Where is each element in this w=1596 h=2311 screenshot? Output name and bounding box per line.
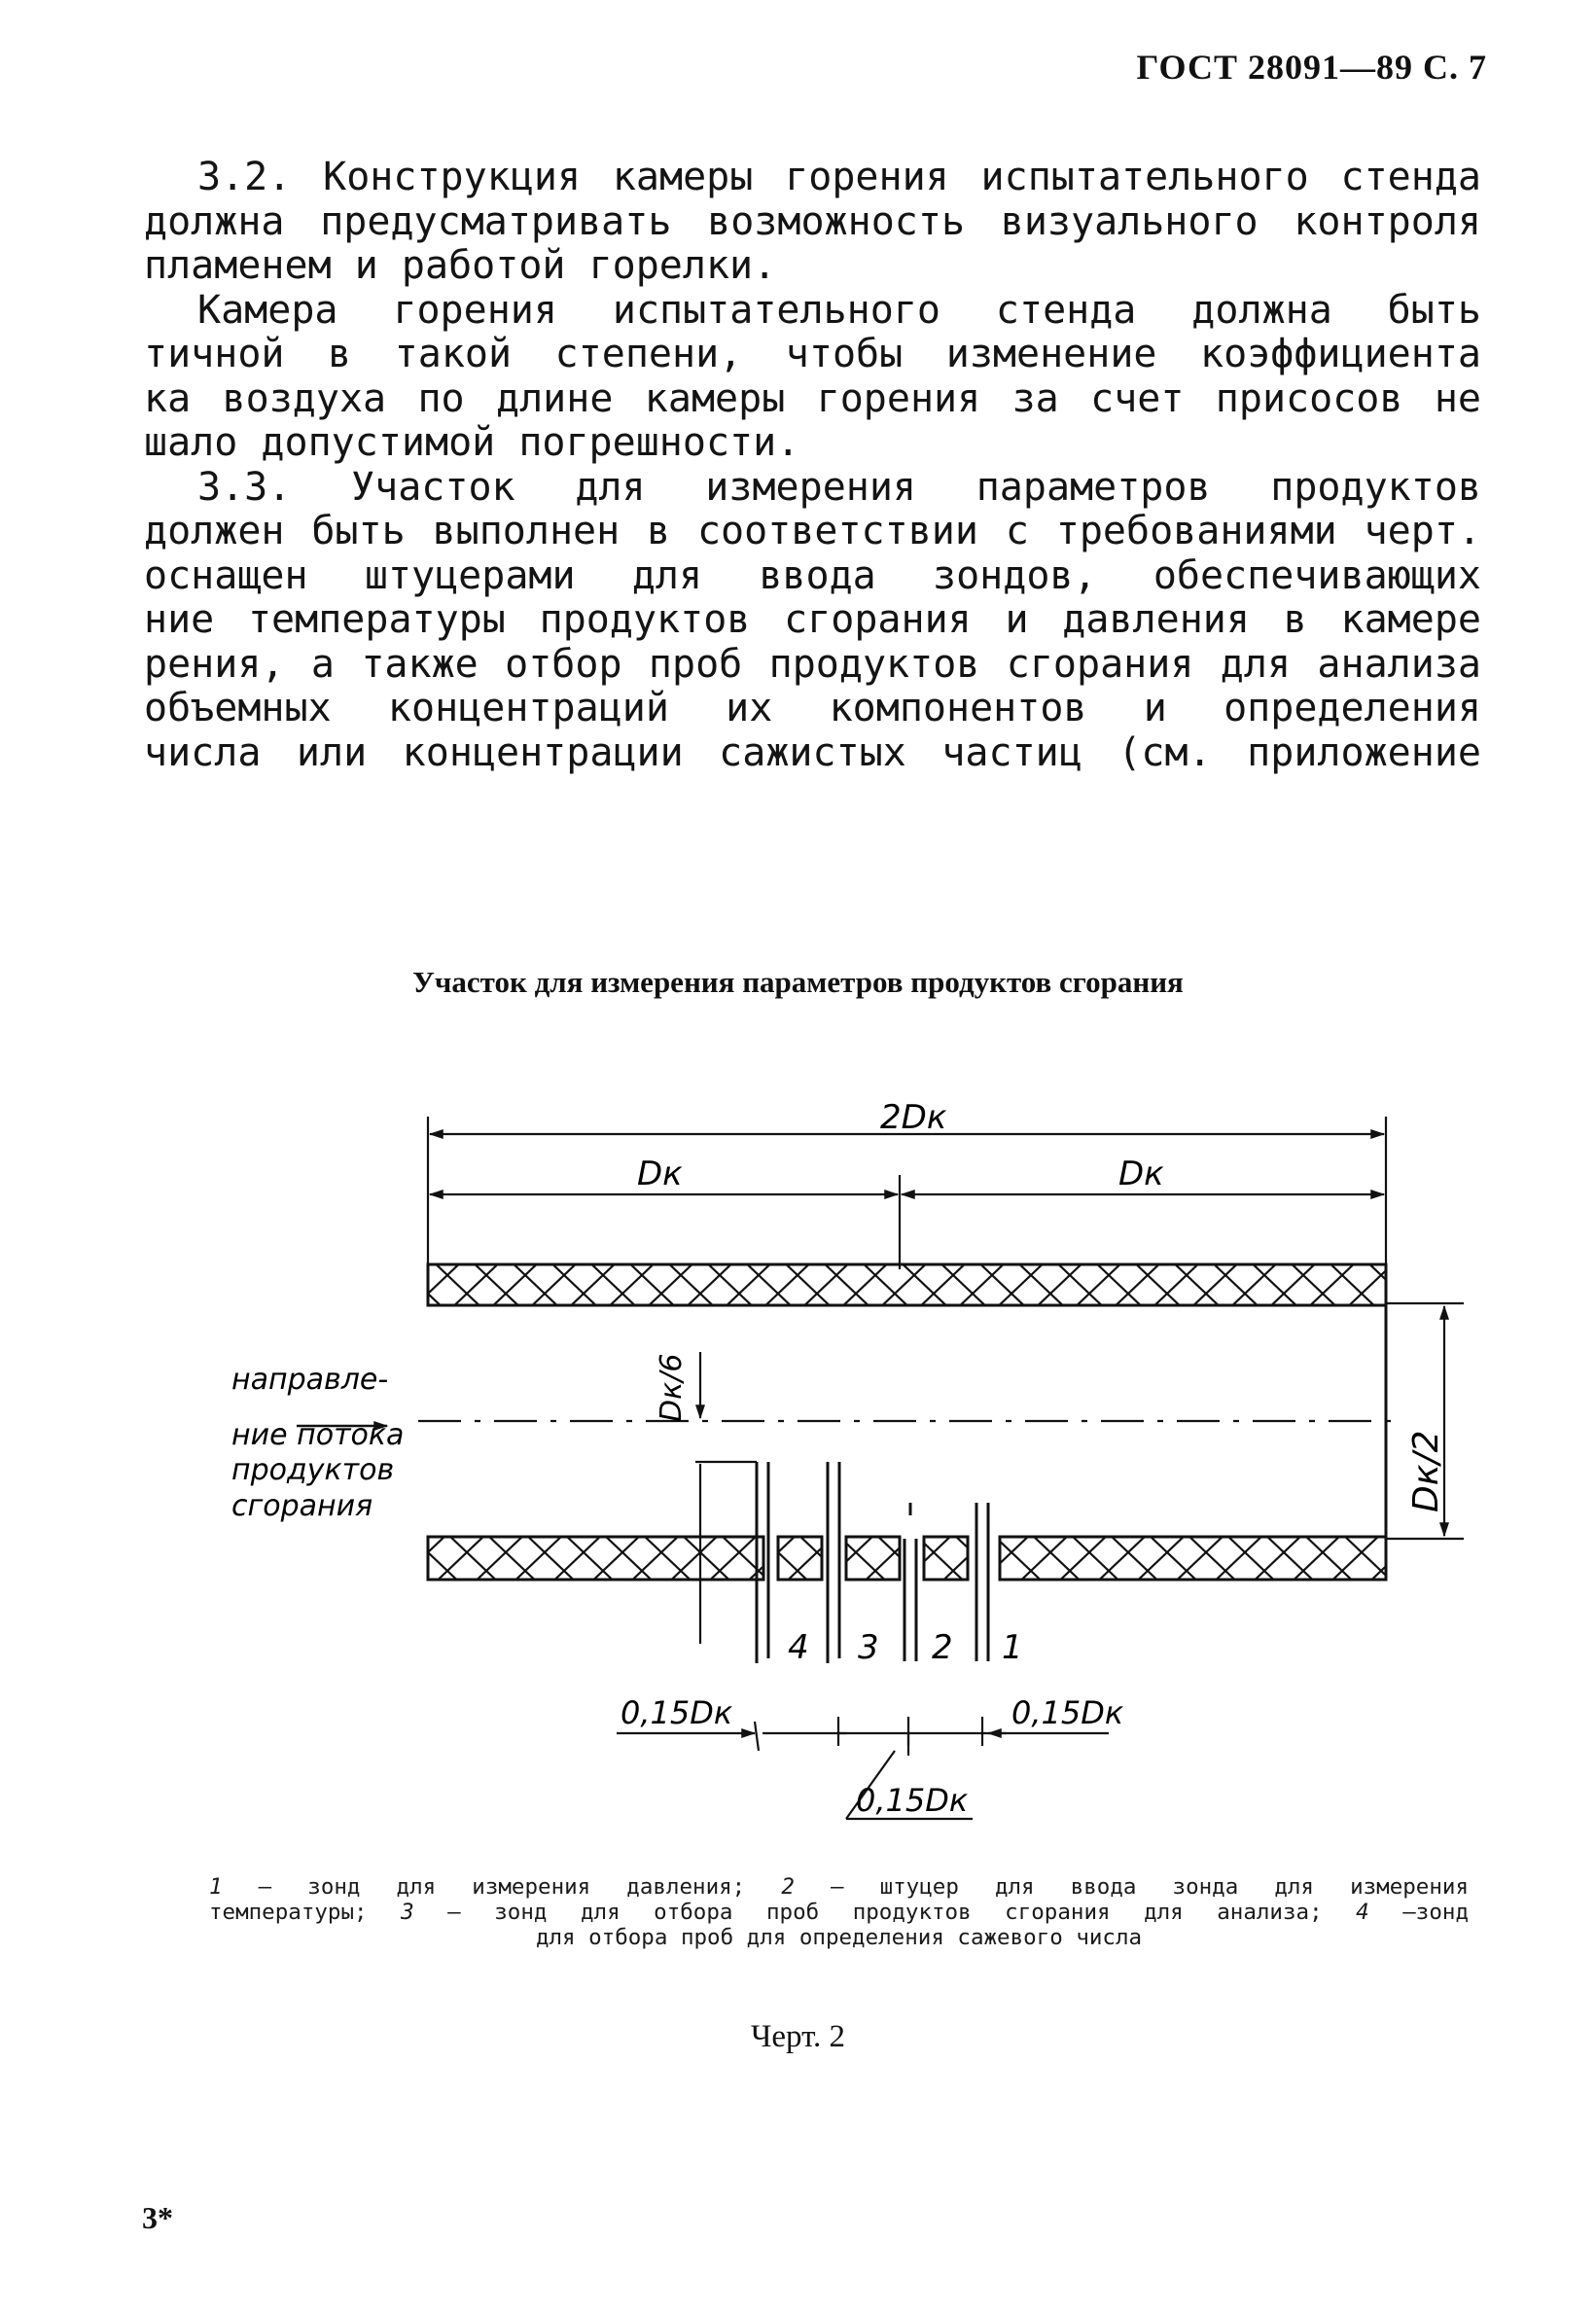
- label-half-left: Dк: [637, 1155, 683, 1193]
- label-probe-3: 3: [858, 1628, 879, 1667]
- page-header: ГОСТ 28091—89 С. 7: [1136, 48, 1487, 87]
- text-line: 3.2. Конструкция камеры горения испытательного стенда: [197, 156, 1481, 199]
- text-line: пламенем и работой горелки.: [144, 243, 777, 288]
- text-line: ка воздуха по длине камеры горения за счет присосов не: [144, 376, 1481, 421]
- legend-text-1: — зонд для измерения давления;: [222, 1874, 782, 1900]
- text-line: объемных концентраций их компонентов и определения: [144, 687, 1481, 730]
- label-spacing-left: 0,15Dк: [621, 1694, 733, 1731]
- legend-text-2a: — штуцер для ввода зонда для измерения: [794, 1874, 1469, 1900]
- figure-legend: [209, 1874, 1469, 1950]
- pipe-wall-bottom: [428, 1537, 1386, 1580]
- label-probe-1: 1: [1002, 1628, 1023, 1667]
- legend-text-4b: для отбора проб для определения сажевого числа: [535, 1925, 1143, 1950]
- label-flow-direction-2: ние потока: [231, 1418, 405, 1452]
- legend-num-3: 3: [401, 1900, 414, 1925]
- label-probe-2: 2: [932, 1628, 953, 1667]
- legend-text-3: — зонд для отбора проб продуктов сгорания для анализа;: [413, 1900, 1357, 1925]
- text-line: оснащен штуцерами для ввода зондов, обеспечивающих: [144, 553, 1481, 598]
- probe-depth-dimension: [695, 1352, 757, 1644]
- text-line: 3.3. Участок для измерения параметров продуктов: [197, 465, 1481, 510]
- label-flow-direction-1: направле-: [231, 1363, 389, 1397]
- extension-lines: [428, 1117, 1464, 1539]
- label-flow-direction-3: продуктов: [231, 1453, 395, 1487]
- label-flow-direction-4: сгорания: [231, 1489, 373, 1523]
- label-total-length: 2Dк: [880, 1098, 947, 1137]
- label-probe-4: 4: [788, 1628, 809, 1667]
- text-line: Камера горения испытательного стенда должна быть: [197, 288, 1481, 333]
- legend-text-2b: температуры;: [209, 1900, 402, 1925]
- label-spacing-right: 0,15Dк: [1011, 1694, 1124, 1731]
- figure-caption: Черт. 2: [750, 2019, 846, 2054]
- legend-line: [209, 1900, 1469, 1925]
- page-footer-mark: 3*: [142, 2200, 173, 2235]
- text-line: шало допустимой погрешности.: [144, 420, 800, 465]
- text-line: ние температуры продуктов сгорания и давления в камере: [144, 598, 1481, 642]
- legend-line: [209, 1925, 1469, 1950]
- legend-num-1: 1: [209, 1874, 223, 1900]
- label-probe-depth: Dк/6: [655, 1353, 689, 1422]
- figure-title: Участок для измерения параметров продуктов сгорания: [412, 965, 1184, 999]
- legend-num-4: 4: [1356, 1900, 1369, 1925]
- legend-num-2: 2: [781, 1874, 795, 1900]
- text-line: тичной в такой степени, чтобы изменение коэффициента: [144, 333, 1481, 376]
- text-line: должен быть выполнен в соответствии с требованиями черт.: [144, 510, 1481, 553]
- label-radius: Dк/2: [1406, 1430, 1446, 1512]
- legend-text-4a: —зонд: [1368, 1900, 1469, 1925]
- legend-line: [209, 1874, 1469, 1900]
- label-half-right: Dк: [1118, 1155, 1164, 1193]
- text-line: числа или концентрации сажистых частиц (см. приложение: [144, 730, 1481, 775]
- label-spacing-bottom: 0,15Dк: [856, 1782, 969, 1819]
- pipe-wall-top: [428, 1264, 1386, 1305]
- text-line: должна предусматривать возможность визуального контроля: [144, 199, 1481, 244]
- text-line: рения, а также отбор проб продуктов сгорания для анализа: [144, 642, 1481, 687]
